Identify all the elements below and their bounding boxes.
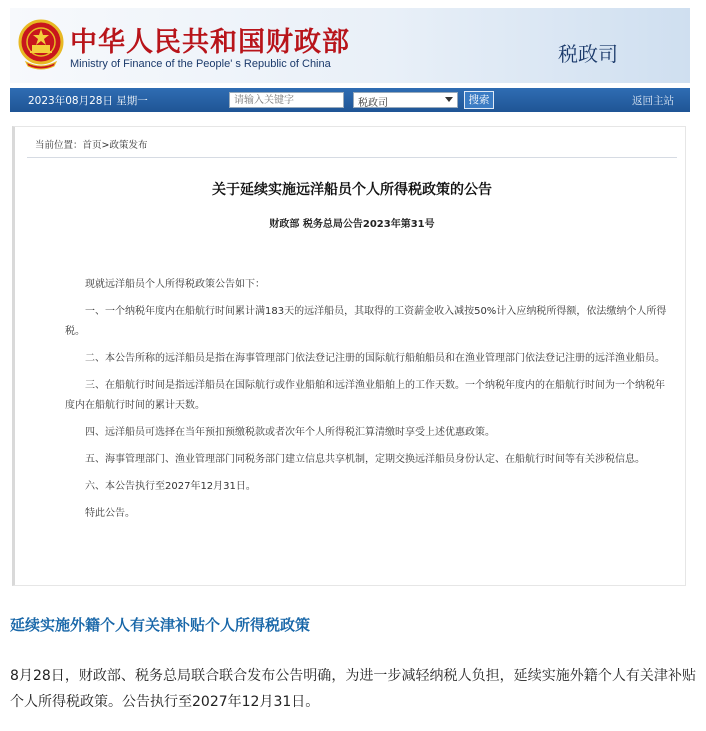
doc-paragraph: 二、本公告所称的远洋船员是指在海事管理部门依法登记注册的国际航行船舶船员和在渔业管理部门依法登记注册的远洋渔业船员。	[85, 353, 665, 364]
doc-paragraph: 特此公告。	[85, 508, 135, 519]
home-link[interactable]: 返回主站	[632, 95, 674, 107]
doc-paragraph: 六、本公告执行至2027年12月31日。	[85, 481, 256, 492]
document-body	[65, 275, 669, 524]
doc-paragraph: 一、一个纳税年度内在船航行时间累计满183天的远洋船员，其取得的工资薪金收入减按50%计入应纳税所得额，依法缴纳个人所得税。	[65, 306, 667, 337]
article-body: 8月28日，财政部、税务总局联合联合发布公告明确，为进一步减轻纳税人负担，延续实施外籍个人有关津补贴个人所得税政策。公告执行至2027年12月31日。	[10, 668, 696, 710]
department-select-value: 税政司	[358, 98, 388, 109]
doc-paragraph: 四、远洋船员可选择在当年预扣预缴税款或者次年个人所得税汇算清缴时享受上述优惠政策。	[85, 427, 495, 438]
site-title-cn: 中华人民共和国财政部	[70, 27, 350, 58]
department-name: 税政司	[558, 42, 618, 66]
divider	[27, 157, 677, 158]
article-subheading: 延续实施外籍个人有关津补贴个人所得税政策	[10, 616, 311, 634]
doc-paragraph: 现就远洋船员个人所得税政策公告如下：	[85, 279, 265, 290]
document-panel	[12, 126, 686, 586]
department-select[interactable]	[353, 92, 458, 108]
doc-paragraph: 三、在船航行时间是指远洋船员在国际航行或作业船舶和远洋渔业船舶上的工作天数。一个纳税年度内的在船航行时间为一个纳税年度内在船航行时间的累计天数。	[65, 380, 665, 411]
doc-paragraph: 五、海事管理部门、渔业管理部门同税务部门建立信息共享机制，定期交换远洋船员身份认定、在船航行时间等有关涉税信息。	[85, 454, 645, 465]
breadcrumb: 当前位置：首页>政策发布	[35, 140, 148, 151]
national-emblem-icon	[18, 18, 64, 70]
nav-bar	[10, 88, 690, 112]
site-header	[10, 8, 690, 83]
chevron-down-icon	[445, 97, 453, 102]
search-button[interactable]: 搜索	[464, 91, 494, 109]
search-input[interactable]	[229, 92, 344, 108]
document-title: 关于延续实施远洋船员个人所得税政策的公告	[212, 182, 492, 198]
document-number: 财政部 税务总局公告2023年第31号	[269, 219, 435, 230]
current-date: 2023年08月28日 星期一	[28, 95, 148, 107]
site-title-en: Ministry of Finance of the People' s Republic of China	[70, 58, 331, 70]
